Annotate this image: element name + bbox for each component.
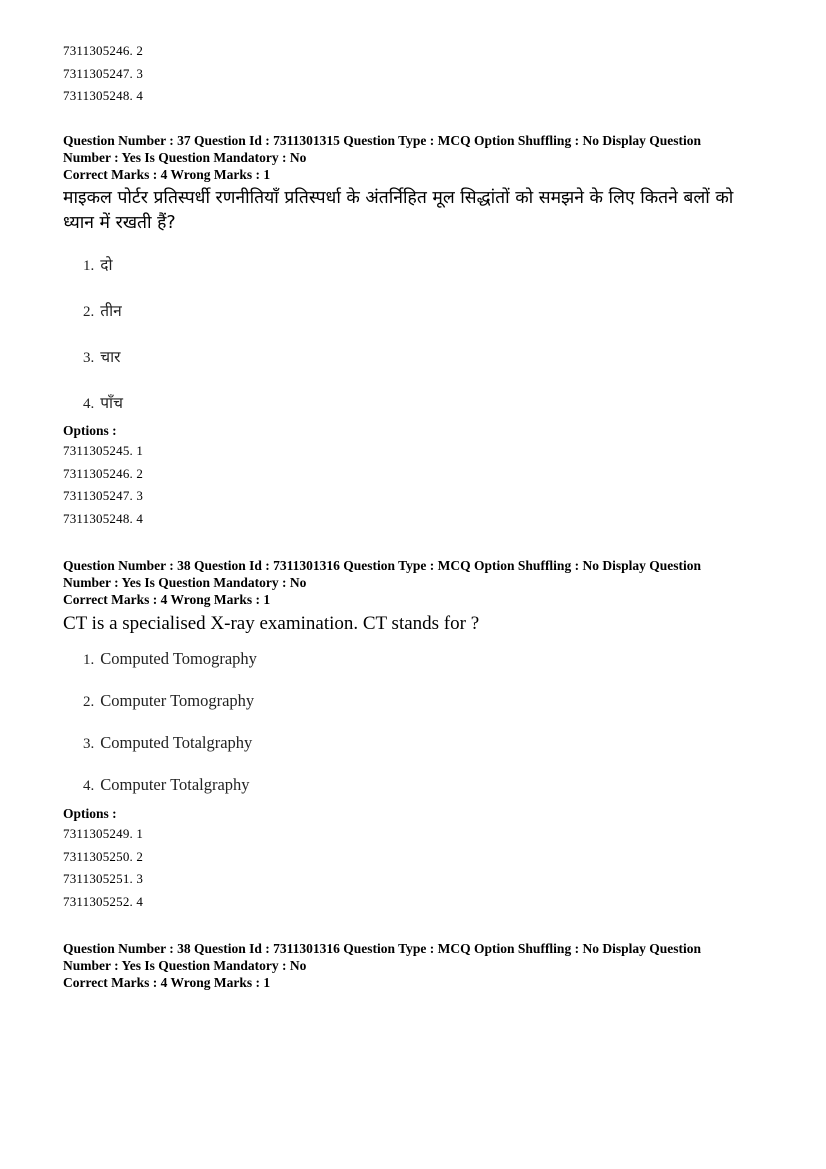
option-id-line: 7311305248. 4 [63, 88, 144, 103]
question-header-line: Number : Yes Is Question Mandatory : No [63, 150, 307, 165]
answer-choice [83, 380, 763, 414]
options-label: Options : [63, 423, 117, 438]
choice-number: 4. [83, 396, 95, 412]
choice-number: 3. [83, 736, 95, 752]
answer-choice [83, 334, 763, 380]
answer-choice [83, 638, 763, 680]
question-38-repeat [63, 940, 763, 994]
question-header [63, 557, 763, 608]
option-id-line: 7311305247. 3 [63, 488, 144, 503]
option-id-line: 7311305246. 2 [63, 465, 144, 481]
question-37 [63, 132, 763, 414]
choice-text: दो [100, 256, 113, 274]
question-38 [63, 557, 763, 802]
question-37-options [63, 421, 763, 530]
question-header [63, 132, 763, 183]
choice-text: Computer Totalgraphy [100, 775, 250, 794]
option-id-line: 7311305247. 3 [63, 65, 144, 81]
answer-choice [83, 764, 763, 802]
question-header-line: Question Number : 37 Question Id : 7311301315 Question Type : MCQ Option Shuffling : No Display Question [63, 133, 701, 148]
choice-number: 1. [83, 652, 95, 668]
choice-text: Computed Totalgraphy [100, 733, 253, 752]
option-id-line: 7311305246. 2 [63, 43, 144, 58]
choice-text: चार [100, 348, 121, 366]
answer-choice [83, 722, 763, 764]
marks-line: Correct Marks : 4 Wrong Marks : 1 [63, 592, 271, 607]
choice-text: पाँच [100, 394, 123, 412]
choice-number: 3. [83, 350, 95, 366]
choice-number: 2. [83, 694, 95, 710]
marks-line: Correct Marks : 4 Wrong Marks : 1 [63, 975, 271, 990]
choice-number: 4. [83, 778, 95, 794]
option-id-line: 7311305252. 4 [63, 893, 144, 909]
options-label: Options : [63, 806, 117, 821]
option-id-line: 7311305251. 3 [63, 871, 144, 886]
option-id-line: 7311305249. 1 [63, 826, 144, 841]
option-id-line: 7311305248. 4 [63, 510, 144, 526]
option-id-line: 7311305250. 2 [63, 848, 144, 864]
answer-choice [83, 680, 763, 722]
answer-choice [83, 242, 763, 288]
question-text: CT is a specialised X-ray examination. CT stands for ? [63, 613, 480, 634]
question-header-line: Number : Yes Is Question Mandatory : No [63, 575, 307, 590]
answer-choices [83, 242, 763, 414]
question-header-line: Question Number : 38 Question Id : 7311301316 Question Type : MCQ Option Shuffling : No Display Question [63, 558, 701, 573]
question-header [63, 940, 763, 991]
choice-text: Computer Tomography [100, 691, 255, 710]
question-header-line: Question Number : 38 Question Id : 7311301316 Question Type : MCQ Option Shuffling : No Display Question [63, 941, 701, 956]
choice-number: 2. [83, 304, 95, 320]
answer-choices [83, 638, 763, 802]
previous-question-options [63, 40, 763, 108]
choice-number: 1. [83, 258, 95, 274]
question-header-line: Number : Yes Is Question Mandatory : No [63, 958, 307, 973]
marks-line: Correct Marks : 4 Wrong Marks : 1 [63, 167, 271, 182]
question-38-options [63, 804, 763, 913]
choice-text: Computed Tomography [100, 649, 257, 668]
choice-text: तीन [100, 302, 122, 320]
answer-choice [83, 288, 763, 334]
option-id-line: 7311305245. 1 [63, 443, 144, 458]
question-text: माइकल पोर्टर प्रतिस्पर्धी रणनीतियाँ प्रतिस्पर्धा के अंतर्निहित मूल सिद्धांतों को समझने के लिए कितने बलों को ध्यान में रखती हैं? [63, 188, 734, 233]
